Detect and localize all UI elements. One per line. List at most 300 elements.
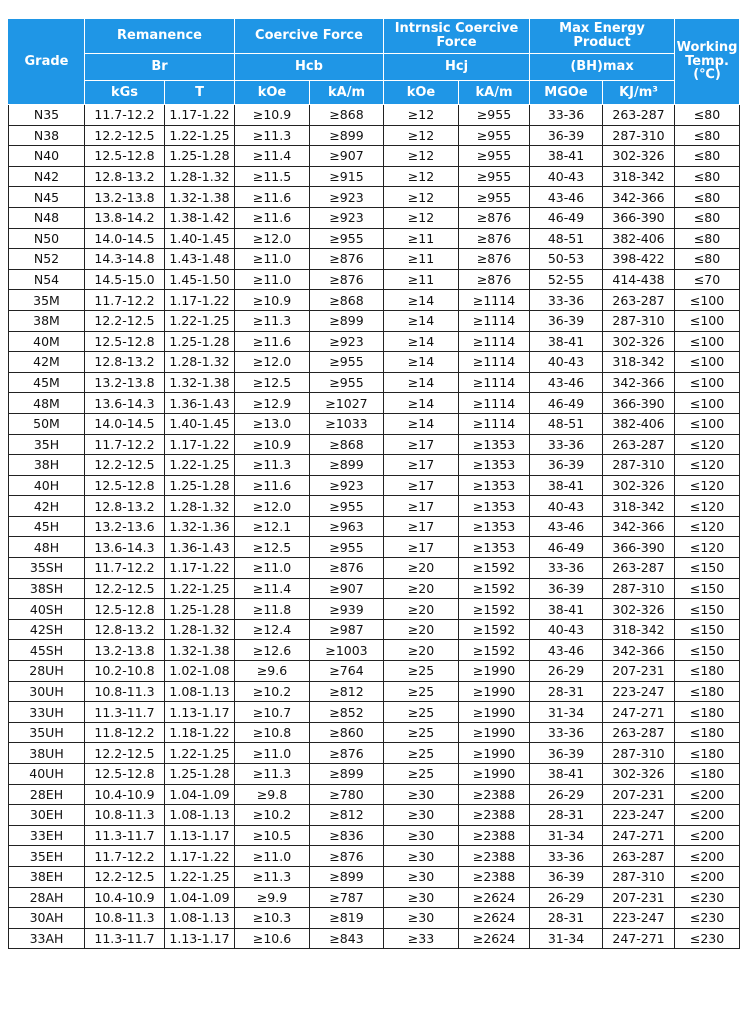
cell-bhmax-kjm3: 263-287 [603, 558, 675, 579]
cell-hcb-koe: ≥12.0 [235, 496, 310, 517]
cell-bhmax-mgoe: 38-41 [530, 475, 603, 496]
cell-hcj-koe: ≥11 [384, 249, 459, 270]
cell-hcj-koe: ≥30 [384, 908, 459, 929]
cell-bhmax-mgoe: 33-36 [530, 558, 603, 579]
cell-hcb-kam: ≥876 [310, 249, 384, 270]
cell-hcj-kam: ≥1114 [459, 290, 530, 311]
cell-hcb-koe: ≥11.0 [235, 743, 310, 764]
cell-hcj-koe: ≥25 [384, 764, 459, 785]
cell-grade: 40M [9, 331, 85, 352]
cell-bhmax-kjm3: 318-342 [603, 352, 675, 373]
cell-hcj-koe: ≥12 [384, 125, 459, 146]
cell-grade: 30UH [9, 681, 85, 702]
cell-hcb-koe: ≥10.7 [235, 702, 310, 723]
cell-bhmax-kjm3: 263-287 [603, 434, 675, 455]
cell-br-kgs: 11.8-12.2 [85, 722, 165, 743]
unit-kgs: kGs [85, 81, 165, 105]
cell-bhmax-kjm3: 318-342 [603, 619, 675, 640]
cell-br-kgs: 10.8-11.3 [85, 681, 165, 702]
table-row [9, 825, 740, 846]
cell-bhmax-kjm3: 318-342 [603, 496, 675, 517]
cell-working-temp: ≤150 [675, 640, 740, 661]
cell-bhmax-mgoe: 46-49 [530, 537, 603, 558]
cell-hcb-kam: ≥1033 [310, 413, 384, 434]
cell-br-kgs: 12.2-12.5 [85, 125, 165, 146]
cell-working-temp: ≤120 [675, 496, 740, 517]
cell-bhmax-kjm3: 263-287 [603, 722, 675, 743]
cell-hcb-kam: ≥955 [310, 228, 384, 249]
cell-working-temp: ≤80 [675, 105, 740, 126]
cell-bhmax-mgoe: 40-43 [530, 352, 603, 373]
cell-working-temp: ≤80 [675, 249, 740, 270]
cell-br-kgs: 12.8-13.2 [85, 619, 165, 640]
cell-hcj-kam: ≥1353 [459, 537, 530, 558]
cell-hcb-koe: ≥12.5 [235, 537, 310, 558]
cell-br-t: 1.40-1.45 [165, 413, 235, 434]
cell-hcb-koe: ≥11.4 [235, 578, 310, 599]
header-bhmax: (BH)max [530, 54, 675, 81]
cell-working-temp: ≤120 [675, 475, 740, 496]
cell-bhmax-kjm3: 263-287 [603, 290, 675, 311]
cell-br-t: 1.08-1.13 [165, 805, 235, 826]
header-max-energy-product: Max Energy Product [530, 19, 675, 54]
cell-working-temp: ≤100 [675, 310, 740, 331]
cell-br-t: 1.17-1.22 [165, 105, 235, 126]
cell-br-t: 1.25-1.28 [165, 764, 235, 785]
cell-grade: N52 [9, 249, 85, 270]
cell-hcj-koe: ≥25 [384, 681, 459, 702]
cell-br-kgs: 11.7-12.2 [85, 558, 165, 579]
cell-bhmax-kjm3: 366-390 [603, 393, 675, 414]
cell-hcb-koe: ≥11.0 [235, 269, 310, 290]
cell-hcb-koe: ≥12.6 [235, 640, 310, 661]
unit-kjm3: KJ/m³ [603, 81, 675, 105]
cell-bhmax-kjm3: 207-231 [603, 887, 675, 908]
cell-bhmax-kjm3: 382-406 [603, 228, 675, 249]
table-row [9, 805, 740, 826]
cell-bhmax-mgoe: 38-41 [530, 599, 603, 620]
cell-hcb-kam: ≥764 [310, 661, 384, 682]
cell-br-t: 1.13-1.17 [165, 928, 235, 949]
cell-hcb-kam: ≥923 [310, 187, 384, 208]
cell-working-temp: ≤230 [675, 928, 740, 949]
cell-hcb-kam: ≥939 [310, 599, 384, 620]
cell-hcb-koe: ≥9.9 [235, 887, 310, 908]
cell-hcb-koe: ≥10.9 [235, 290, 310, 311]
cell-hcb-koe: ≥11.0 [235, 846, 310, 867]
cell-br-kgs: 11.7-12.2 [85, 105, 165, 126]
cell-hcj-koe: ≥11 [384, 269, 459, 290]
cell-br-t: 1.04-1.09 [165, 887, 235, 908]
cell-hcb-koe: ≥12.4 [235, 619, 310, 640]
cell-working-temp: ≤100 [675, 372, 740, 393]
cell-bhmax-mgoe: 43-46 [530, 187, 603, 208]
cell-hcj-kam: ≥1114 [459, 331, 530, 352]
cell-hcj-kam: ≥955 [459, 146, 530, 167]
cell-grade: 35M [9, 290, 85, 311]
cell-br-t: 1.22-1.25 [165, 578, 235, 599]
cell-br-t: 1.02-1.08 [165, 661, 235, 682]
cell-hcj-kam: ≥876 [459, 207, 530, 228]
cell-hcb-koe: ≥10.9 [235, 434, 310, 455]
cell-grade: N54 [9, 269, 85, 290]
cell-hcj-kam: ≥1353 [459, 455, 530, 476]
cell-hcj-koe: ≥25 [384, 702, 459, 723]
cell-br-kgs: 12.2-12.5 [85, 455, 165, 476]
cell-hcj-kam: ≥955 [459, 105, 530, 126]
cell-br-kgs: 12.8-13.2 [85, 352, 165, 373]
cell-hcj-koe: ≥17 [384, 475, 459, 496]
cell-working-temp: ≤100 [675, 331, 740, 352]
cell-hcj-kam: ≥1592 [459, 619, 530, 640]
cell-hcb-koe: ≥9.6 [235, 661, 310, 682]
cell-hcb-kam: ≥907 [310, 146, 384, 167]
cell-br-t: 1.25-1.28 [165, 599, 235, 620]
cell-bhmax-mgoe: 36-39 [530, 310, 603, 331]
cell-br-t: 1.45-1.50 [165, 269, 235, 290]
cell-hcb-koe: ≥9.8 [235, 784, 310, 805]
cell-grade: 45SH [9, 640, 85, 661]
cell-hcb-kam: ≥836 [310, 825, 384, 846]
table-row [9, 887, 740, 908]
header-working-temp-line1: Working [676, 40, 738, 56]
cell-hcj-koe: ≥17 [384, 455, 459, 476]
cell-hcj-koe: ≥30 [384, 784, 459, 805]
cell-bhmax-mgoe: 52-55 [530, 269, 603, 290]
table-row [9, 599, 740, 620]
cell-hcj-kam: ≥1353 [459, 475, 530, 496]
header-grade: Grade [9, 19, 85, 105]
cell-bhmax-mgoe: 31-34 [530, 928, 603, 949]
cell-hcb-koe: ≥11.3 [235, 866, 310, 887]
cell-bhmax-mgoe: 50-53 [530, 249, 603, 270]
cell-hcj-koe: ≥12 [384, 166, 459, 187]
cell-working-temp: ≤70 [675, 269, 740, 290]
cell-hcj-koe: ≥25 [384, 661, 459, 682]
cell-hcj-koe: ≥17 [384, 496, 459, 517]
cell-br-kgs: 12.5-12.8 [85, 475, 165, 496]
table-row [9, 908, 740, 929]
cell-hcj-kam: ≥2388 [459, 784, 530, 805]
cell-grade: 42H [9, 496, 85, 517]
cell-bhmax-mgoe: 36-39 [530, 743, 603, 764]
cell-hcb-koe: ≥12.9 [235, 393, 310, 414]
cell-hcj-kam: ≥2624 [459, 928, 530, 949]
cell-bhmax-mgoe: 43-46 [530, 516, 603, 537]
cell-br-t: 1.22-1.25 [165, 866, 235, 887]
cell-bhmax-mgoe: 33-36 [530, 846, 603, 867]
table-row [9, 455, 740, 476]
cell-hcb-koe: ≥10.8 [235, 722, 310, 743]
cell-br-t: 1.18-1.22 [165, 722, 235, 743]
cell-grade: 38SH [9, 578, 85, 599]
cell-br-t: 1.25-1.28 [165, 331, 235, 352]
cell-bhmax-mgoe: 33-36 [530, 722, 603, 743]
cell-br-t: 1.22-1.25 [165, 455, 235, 476]
cell-working-temp: ≤80 [675, 207, 740, 228]
cell-hcb-koe: ≥11.6 [235, 331, 310, 352]
table-row [9, 681, 740, 702]
cell-hcj-koe: ≥33 [384, 928, 459, 949]
table-row [9, 866, 740, 887]
cell-br-kgs: 10.4-10.9 [85, 784, 165, 805]
cell-hcb-kam: ≥812 [310, 805, 384, 826]
cell-bhmax-mgoe: 43-46 [530, 372, 603, 393]
cell-br-t: 1.13-1.17 [165, 825, 235, 846]
cell-hcb-koe: ≥10.2 [235, 805, 310, 826]
cell-hcb-kam: ≥987 [310, 619, 384, 640]
cell-hcj-koe: ≥12 [384, 105, 459, 126]
cell-hcb-koe: ≥11.3 [235, 310, 310, 331]
cell-hcj-koe: ≥14 [384, 290, 459, 311]
cell-hcb-kam: ≥899 [310, 866, 384, 887]
cell-working-temp: ≤200 [675, 866, 740, 887]
cell-hcj-koe: ≥14 [384, 352, 459, 373]
cell-bhmax-mgoe: 38-41 [530, 146, 603, 167]
cell-working-temp: ≤180 [675, 661, 740, 682]
header-remanence: Remanence [85, 19, 235, 54]
cell-hcj-kam: ≥1592 [459, 558, 530, 579]
cell-bhmax-mgoe: 33-36 [530, 290, 603, 311]
cell-br-t: 1.28-1.32 [165, 496, 235, 517]
table-row [9, 228, 740, 249]
cell-working-temp: ≤150 [675, 578, 740, 599]
cell-working-temp: ≤150 [675, 558, 740, 579]
cell-grade: 38H [9, 455, 85, 476]
cell-br-kgs: 11.3-11.7 [85, 825, 165, 846]
table-row [9, 269, 740, 290]
cell-br-t: 1.08-1.13 [165, 681, 235, 702]
cell-bhmax-mgoe: 38-41 [530, 331, 603, 352]
cell-hcb-kam: ≥876 [310, 558, 384, 579]
cell-hcj-koe: ≥14 [384, 310, 459, 331]
cell-hcb-kam: ≥899 [310, 764, 384, 785]
cell-br-kgs: 12.2-12.5 [85, 578, 165, 599]
cell-hcb-kam: ≥1003 [310, 640, 384, 661]
table-row [9, 331, 740, 352]
cell-grade: N50 [9, 228, 85, 249]
cell-hcb-kam: ≥876 [310, 846, 384, 867]
cell-bhmax-mgoe: 48-51 [530, 228, 603, 249]
cell-bhmax-mgoe: 28-31 [530, 908, 603, 929]
cell-br-kgs: 12.2-12.5 [85, 310, 165, 331]
header-working-temp-line2: Temp.(℃) [685, 53, 729, 83]
cell-bhmax-kjm3: 366-390 [603, 207, 675, 228]
cell-working-temp: ≤180 [675, 722, 740, 743]
cell-br-kgs: 13.2-13.6 [85, 516, 165, 537]
cell-working-temp: ≤100 [675, 413, 740, 434]
cell-bhmax-mgoe: 28-31 [530, 681, 603, 702]
cell-hcj-kam: ≥1990 [459, 722, 530, 743]
cell-bhmax-mgoe: 26-29 [530, 661, 603, 682]
cell-working-temp: ≤80 [675, 146, 740, 167]
cell-br-kgs: 13.2-13.8 [85, 187, 165, 208]
cell-hcj-kam: ≥1353 [459, 434, 530, 455]
cell-bhmax-kjm3: 223-247 [603, 805, 675, 826]
cell-hcb-kam: ≥915 [310, 166, 384, 187]
cell-hcj-koe: ≥25 [384, 743, 459, 764]
cell-bhmax-kjm3: 263-287 [603, 105, 675, 126]
cell-bhmax-kjm3: 287-310 [603, 743, 675, 764]
cell-hcb-kam: ≥787 [310, 887, 384, 908]
cell-bhmax-kjm3: 207-231 [603, 661, 675, 682]
cell-hcj-kam: ≥2624 [459, 908, 530, 929]
cell-working-temp: ≤80 [675, 125, 740, 146]
table-row [9, 784, 740, 805]
cell-bhmax-kjm3: 287-310 [603, 455, 675, 476]
cell-grade: N40 [9, 146, 85, 167]
cell-hcj-kam: ≥1990 [459, 661, 530, 682]
cell-hcb-kam: ≥843 [310, 928, 384, 949]
cell-hcb-kam: ≥876 [310, 269, 384, 290]
cell-grade: 35UH [9, 722, 85, 743]
table-row [9, 434, 740, 455]
cell-hcb-kam: ≥907 [310, 578, 384, 599]
cell-bhmax-mgoe: 40-43 [530, 166, 603, 187]
cell-bhmax-mgoe: 46-49 [530, 393, 603, 414]
table-row [9, 125, 740, 146]
cell-bhmax-kjm3: 302-326 [603, 599, 675, 620]
cell-hcb-koe: ≥12.5 [235, 372, 310, 393]
cell-br-kgs: 13.2-13.8 [85, 640, 165, 661]
cell-br-t: 1.22-1.25 [165, 310, 235, 331]
table-row [9, 640, 740, 661]
cell-hcj-kam: ≥1114 [459, 393, 530, 414]
cell-hcj-koe: ≥25 [384, 722, 459, 743]
cell-bhmax-mgoe: 26-29 [530, 887, 603, 908]
cell-br-t: 1.28-1.32 [165, 619, 235, 640]
cell-hcb-koe: ≥11.8 [235, 599, 310, 620]
cell-br-t: 1.17-1.22 [165, 290, 235, 311]
cell-br-t: 1.32-1.36 [165, 516, 235, 537]
cell-hcb-koe: ≥11.0 [235, 558, 310, 579]
cell-hcb-koe: ≥10.2 [235, 681, 310, 702]
cell-grade: 33EH [9, 825, 85, 846]
cell-grade: N45 [9, 187, 85, 208]
cell-grade: 28AH [9, 887, 85, 908]
cell-br-t: 1.32-1.38 [165, 372, 235, 393]
cell-bhmax-mgoe: 36-39 [530, 455, 603, 476]
cell-hcj-kam: ≥876 [459, 228, 530, 249]
cell-hcj-koe: ≥30 [384, 805, 459, 826]
cell-hcb-kam: ≥819 [310, 908, 384, 929]
cell-bhmax-mgoe: 40-43 [530, 619, 603, 640]
cell-br-t: 1.28-1.32 [165, 352, 235, 373]
cell-bhmax-kjm3: 223-247 [603, 908, 675, 929]
table-row [9, 661, 740, 682]
cell-hcj-kam: ≥955 [459, 187, 530, 208]
table-row [9, 578, 740, 599]
cell-hcb-koe: ≥11.3 [235, 455, 310, 476]
cell-hcb-kam: ≥876 [310, 743, 384, 764]
cell-br-t: 1.22-1.25 [165, 125, 235, 146]
cell-hcb-koe: ≥11.6 [235, 187, 310, 208]
cell-bhmax-kjm3: 247-271 [603, 928, 675, 949]
cell-hcj-kam: ≥955 [459, 125, 530, 146]
cell-grade: 40H [9, 475, 85, 496]
cell-hcj-kam: ≥1353 [459, 496, 530, 517]
cell-grade: 38UH [9, 743, 85, 764]
cell-br-t: 1.38-1.42 [165, 207, 235, 228]
header-coercive-force: Coercive Force [235, 19, 384, 54]
cell-grade: 33UH [9, 702, 85, 723]
cell-br-kgs: 11.7-12.2 [85, 290, 165, 311]
cell-hcj-koe: ≥30 [384, 887, 459, 908]
cell-br-t: 1.40-1.45 [165, 228, 235, 249]
cell-bhmax-mgoe: 36-39 [530, 125, 603, 146]
cell-br-kgs: 12.8-13.2 [85, 496, 165, 517]
cell-br-t: 1.22-1.25 [165, 743, 235, 764]
cell-hcj-koe: ≥30 [384, 866, 459, 887]
header-hcb: Hcb [235, 54, 384, 81]
cell-grade: 28UH [9, 661, 85, 682]
cell-hcb-kam: ≥899 [310, 310, 384, 331]
table-row [9, 146, 740, 167]
cell-grade: 42SH [9, 619, 85, 640]
cell-hcj-kam: ≥2388 [459, 866, 530, 887]
cell-grade: 48H [9, 537, 85, 558]
cell-br-kgs: 12.2-12.5 [85, 743, 165, 764]
cell-bhmax-kjm3: 302-326 [603, 764, 675, 785]
cell-br-t: 1.17-1.22 [165, 558, 235, 579]
cell-hcj-koe: ≥11 [384, 228, 459, 249]
cell-hcb-kam: ≥955 [310, 352, 384, 373]
cell-hcj-kam: ≥876 [459, 249, 530, 270]
cell-bhmax-mgoe: 31-34 [530, 702, 603, 723]
cell-br-kgs: 12.5-12.8 [85, 599, 165, 620]
cell-br-kgs: 13.8-14.2 [85, 207, 165, 228]
cell-hcj-koe: ≥17 [384, 516, 459, 537]
table-row [9, 413, 740, 434]
cell-br-t: 1.36-1.43 [165, 537, 235, 558]
cell-hcb-kam: ≥852 [310, 702, 384, 723]
cell-br-t: 1.32-1.38 [165, 640, 235, 661]
cell-hcj-koe: ≥17 [384, 434, 459, 455]
cell-br-kgs: 10.8-11.3 [85, 805, 165, 826]
cell-bhmax-mgoe: 36-39 [530, 578, 603, 599]
cell-hcj-koe: ≥17 [384, 537, 459, 558]
cell-hcb-koe: ≥10.5 [235, 825, 310, 846]
cell-bhmax-mgoe: 31-34 [530, 825, 603, 846]
header-intrinsic-coercive-force: Intrnsic Coercive Force [384, 19, 530, 54]
cell-hcj-kam: ≥2388 [459, 846, 530, 867]
cell-bhmax-kjm3: 287-310 [603, 866, 675, 887]
cell-working-temp: ≤180 [675, 743, 740, 764]
cell-bhmax-mgoe: 48-51 [530, 413, 603, 434]
table-row [9, 496, 740, 517]
cell-hcj-kam: ≥2388 [459, 805, 530, 826]
cell-hcb-kam: ≥955 [310, 537, 384, 558]
table-row [9, 516, 740, 537]
cell-hcb-kam: ≥963 [310, 516, 384, 537]
table-row [9, 558, 740, 579]
cell-working-temp: ≤80 [675, 166, 740, 187]
table-body [9, 105, 740, 949]
cell-hcb-koe: ≥11.6 [235, 207, 310, 228]
cell-hcj-koe: ≥14 [384, 331, 459, 352]
cell-bhmax-kjm3: 287-310 [603, 125, 675, 146]
cell-br-kgs: 13.6-14.3 [85, 393, 165, 414]
cell-hcb-kam: ≥812 [310, 681, 384, 702]
header-br: Br [85, 54, 235, 81]
table-row [9, 393, 740, 414]
cell-br-kgs: 14.3-14.8 [85, 249, 165, 270]
cell-hcj-kam: ≥1592 [459, 578, 530, 599]
cell-hcj-kam: ≥1114 [459, 310, 530, 331]
cell-hcb-kam: ≥923 [310, 207, 384, 228]
unit-tesla: T [165, 81, 235, 105]
cell-hcb-koe: ≥12.0 [235, 352, 310, 373]
